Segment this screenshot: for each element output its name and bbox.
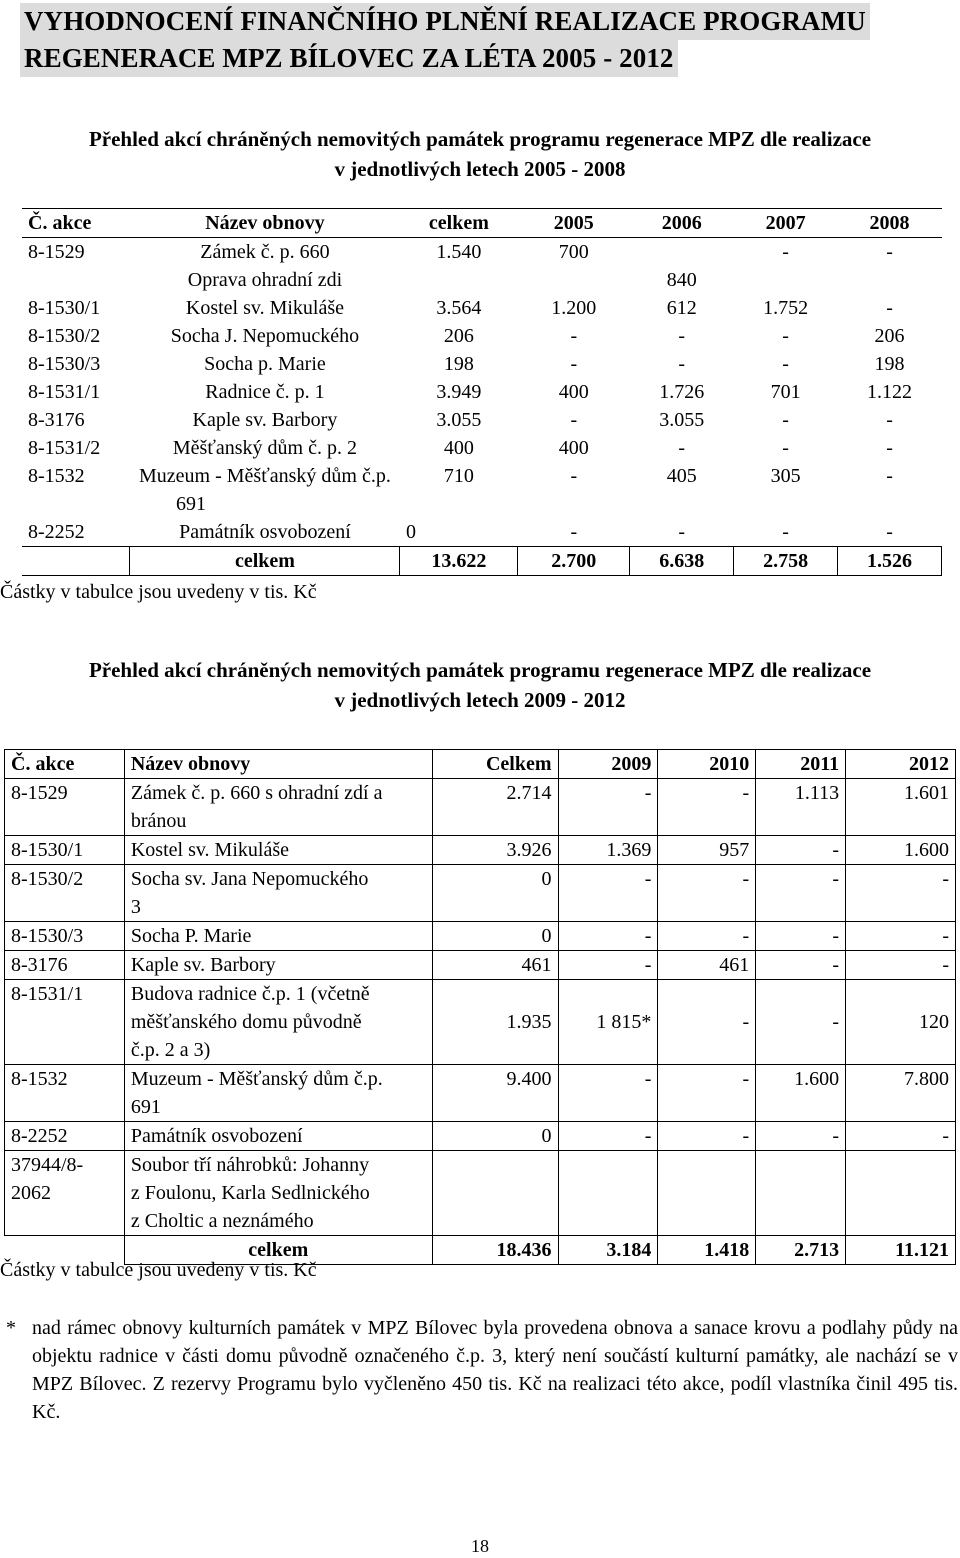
cell-id: 8-3176 [28, 409, 85, 431]
cell-total: 206 [443, 325, 474, 347]
sum-2009: 3.184 [558, 1236, 658, 1265]
col-header: 2008 [838, 209, 942, 238]
cell-2012: 120 [846, 980, 956, 1065]
cell-id: 8-1529 [5, 779, 125, 836]
cell-total: 710 [443, 465, 474, 487]
table-row [5, 980, 956, 1065]
cell-id: 8-1531/1 [5, 980, 125, 1065]
document-title [20, 3, 950, 77]
cell-2008: - [886, 241, 893, 263]
cell-2009: - [558, 865, 658, 922]
cell-name-line: bránou [130, 810, 187, 832]
cell-total: 9.400 [432, 1065, 558, 1122]
cell-total: 1.540 [436, 241, 482, 263]
cell-2008: - [886, 465, 893, 487]
cell-total: 400 [443, 437, 474, 459]
cell-2009: 1.369 [558, 836, 658, 865]
cell-2007: - [782, 241, 789, 263]
cell-2005: - [570, 353, 578, 375]
table-row [22, 434, 942, 462]
cell-2011 [756, 1151, 846, 1236]
cell-2010: - [658, 865, 756, 922]
cell-name: Památník osvobození [130, 518, 400, 547]
cell-2006: - [678, 353, 686, 375]
table1-note: Částky v tabulce jsou uvedeny v tis. Kč [0, 581, 317, 603]
cell-name: Radnice č. p. 1 [205, 381, 325, 403]
cell-2012: 7.800 [846, 1065, 956, 1122]
cell-2005: - [518, 518, 630, 547]
cell-id: 8-2252 [22, 518, 130, 547]
cell-total: 198 [443, 353, 474, 375]
table-row [22, 322, 942, 350]
cell-name-line: Muzeum - Měšťanský dům č.p. [139, 465, 391, 487]
title-line-2: REGENERACE MPZ BÍLOVEC ZA LÉTA 2005 - 2012 [20, 40, 678, 77]
table-row [5, 951, 956, 980]
sum-total: 18.436 [432, 1236, 558, 1265]
cell-id: 8-1531/2 [28, 437, 101, 459]
cell-2011: 1.113 [756, 779, 846, 836]
cell-2009: - [558, 1122, 658, 1151]
cell-2005: - [570, 409, 578, 431]
cell-id-line: 2062 [11, 1182, 51, 1204]
col-header: Celkem [432, 750, 558, 779]
cell-name-line: 691 [130, 1096, 161, 1118]
footnote [6, 1314, 958, 1426]
cell-2012: - [846, 951, 956, 980]
cell-name: Kaple sv. Barbory [192, 409, 338, 431]
table-row [5, 865, 956, 922]
cell-2007: - [734, 518, 838, 547]
cell-id [22, 266, 130, 294]
cell-2011: 1.600 [756, 1065, 846, 1122]
cell-2010: 461 [658, 951, 756, 980]
cell-2006: 405 [666, 465, 697, 487]
cell-2008: - [886, 409, 893, 431]
cell-total: 3.055 [436, 409, 482, 431]
cell-2007: 305 [770, 465, 801, 487]
cell-2005: 700 [558, 241, 589, 263]
cell-2006: - [630, 518, 734, 547]
col-header: 2006 [630, 209, 734, 238]
table1-sum-row [22, 547, 942, 576]
cell-2006: - [678, 437, 686, 459]
cell-total: 1.935 [432, 980, 558, 1065]
cell-2008: - [838, 518, 942, 547]
cell-total: 2.714 [432, 779, 558, 836]
cell-id: 8-1531/1 [28, 381, 101, 403]
title-line-1: VYHODNOCENÍ FINANČNÍHO PLNĚNÍ REALIZACE PROGRAMU [20, 3, 870, 40]
table-row [5, 779, 956, 836]
cell-name-line: Zámek č. p. 660 s ohradní zdí a [130, 782, 383, 804]
col-header: 2012 [846, 750, 956, 779]
cell-name: Kaple sv. Barbory [124, 951, 432, 980]
cell-name-line: z Foulonu, Karla Sedlnického [130, 1182, 370, 1204]
cell-2012: - [846, 1122, 956, 1151]
page-number: 18 [471, 1536, 489, 1556]
table-row [22, 518, 942, 547]
cell-name-line: Muzeum - Měšťanský dům č.p. [130, 1068, 383, 1090]
section2-heading-line1: Přehled akcí chráněných nemovitých památek programu regenerace MPZ dle realizace [88, 658, 872, 682]
cell-2005: 1.200 [551, 297, 597, 319]
section2-heading-line2: v jednotlivých letech 2009 - 2012 [334, 688, 626, 712]
footnote-text: nad rámec obnovy kulturních památek v MPZ Bílovec byla provedena obnova a sanace krovu a podlahy půdy na objektu radnice v části domu původně označeného č.p. 3, který není součástí kulturní památky, ale nachází se v MPZ Bílovec. Z rezervy Programu bylo vyčleněno 450 tis. Kč na realizaci této akce, podíl vlastníka činil 495 tis. Kč. [32, 1317, 958, 1423]
cell-2008: 1.122 [867, 381, 913, 403]
cell-2005: - [570, 325, 578, 347]
cell-2007: - [782, 325, 789, 347]
cell-id [5, 1151, 125, 1236]
cell-name-line: 3 [130, 896, 141, 918]
cell-2007: 701 [770, 381, 801, 403]
cell-name: Měšťanský dům č. p. 2 [172, 437, 357, 459]
section1-heading [0, 124, 960, 184]
table-row [22, 462, 942, 518]
cell-2007: - [782, 409, 789, 431]
cell-total: 3.949 [436, 381, 482, 403]
cell-name-line: z Choltic a neznámého [130, 1210, 314, 1232]
cell-id: 8-1532 [5, 1065, 125, 1122]
table-2009-2012 [4, 749, 956, 1265]
cell-total: 0 [432, 865, 558, 922]
cell-2007 [734, 266, 838, 294]
cell-name: Zámek č. p. 660 [200, 241, 330, 263]
cell-2012: - [846, 865, 956, 922]
cell-2005: 400 [558, 381, 589, 403]
section1-heading-line1: Přehled akcí chráněných nemovitých památek programu regenerace MPZ dle realizace [88, 127, 872, 151]
cell-name: Památník osvobození [124, 1122, 432, 1151]
cell-name-line: č.p. 2 a 3) [130, 1039, 211, 1061]
cell-name [124, 779, 432, 836]
cell-id: 8-1529 [28, 241, 85, 263]
cell-2010: - [658, 980, 756, 1065]
cell-total: 0 [432, 1122, 558, 1151]
col-header: 2009 [558, 750, 658, 779]
cell-name [124, 1065, 432, 1122]
sum-2012: 11.121 [846, 1236, 956, 1265]
cell-id: 8-1532 [28, 465, 85, 487]
table-row [22, 406, 942, 434]
cell-2007: - [782, 437, 789, 459]
cell-total: 461 [432, 951, 558, 980]
cell-2009: - [558, 1065, 658, 1122]
cell-name: Socha p. Marie [204, 353, 326, 375]
cell-2009: - [558, 922, 658, 951]
section2-heading [0, 655, 960, 715]
sum-2005: 2.700 [518, 547, 630, 576]
cell-2006: 1.726 [659, 381, 705, 403]
cell-2005: 400 [558, 437, 589, 459]
cell-2012: 1.601 [846, 779, 956, 836]
cell-id: 8-2252 [5, 1122, 125, 1151]
cell-2011: - [756, 836, 846, 865]
cell-total [432, 1151, 558, 1236]
cell-name [124, 865, 432, 922]
table1-header-row [22, 209, 942, 238]
cell-2008: 198 [874, 353, 905, 375]
cell-total: 0 [400, 518, 518, 547]
cell-2008: - [886, 437, 893, 459]
col-header: Č. akce [22, 209, 130, 238]
footnote-star: * [6, 1317, 16, 1339]
cell-2010: - [658, 1122, 756, 1151]
col-header: Č. akce [5, 750, 125, 779]
table-row [22, 266, 942, 294]
sum-2011: 2.713 [756, 1236, 846, 1265]
sum-total: 13.622 [400, 547, 518, 576]
cell-name: Kostel sv. Mikuláše [185, 297, 345, 319]
cell-2009: - [558, 779, 658, 836]
cell-2009 [558, 1151, 658, 1236]
cell-id: 8-3176 [5, 951, 125, 980]
cell-2009: - [558, 951, 658, 980]
cell-2005 [518, 266, 630, 294]
cell-2009: 1 815* [558, 980, 658, 1065]
table-row [5, 1065, 956, 1122]
cell-2011: - [756, 951, 846, 980]
cell-name-line: Budova radnice č.p. 1 (včetně [130, 983, 370, 1005]
table-row [22, 238, 942, 267]
table2-header-row [5, 750, 956, 779]
cell-name: Oprava ohradní zdi [187, 269, 343, 291]
cell-name: Socha P. Marie [124, 922, 432, 951]
cell-2005: - [570, 465, 578, 487]
cell-2011: - [756, 865, 846, 922]
sum-label: celkem [124, 1236, 432, 1265]
cell-name-line: Soubor tří náhrobků: Johanny [130, 1154, 370, 1176]
cell-name [124, 1151, 432, 1236]
cell-2010: - [658, 922, 756, 951]
col-header: 2005 [518, 209, 630, 238]
table-row [5, 836, 956, 865]
table-row [5, 1151, 956, 1236]
cell-2006: - [678, 325, 686, 347]
table-row [22, 350, 942, 378]
cell-2012: 1.600 [846, 836, 956, 865]
cell-name [124, 980, 432, 1065]
cell-name-line: 691 [175, 493, 206, 515]
cell-2011: - [756, 980, 846, 1065]
cell-2007: - [782, 353, 789, 375]
sum-2006: 6.638 [630, 547, 734, 576]
sum-label: celkem [130, 547, 400, 576]
cell-2008: 206 [874, 325, 905, 347]
cell-name-line: měšťanského domu původně [130, 1011, 362, 1033]
cell-2006: 840 [666, 269, 697, 291]
cell-id: 8-1530/3 [5, 922, 125, 951]
cell-id: 8-1530/2 [5, 865, 125, 922]
sum-2007: 2.758 [734, 547, 838, 576]
cell-total [400, 266, 518, 294]
cell-2011: - [756, 1122, 846, 1151]
table-row [22, 378, 942, 406]
cell-2011: - [756, 922, 846, 951]
cell-2012 [846, 1151, 956, 1236]
col-header: Název obnovy [124, 750, 432, 779]
table2-note: Částky v tabulce jsou uvedeny v tis. Kč [0, 1259, 317, 1281]
cell-2010: - [658, 779, 756, 836]
cell-total: 0 [432, 922, 558, 951]
cell-id-line: 37944/8- [11, 1154, 84, 1176]
section1-heading-line2: v jednotlivých letech 2005 - 2008 [334, 157, 626, 181]
sum-2008: 1.526 [838, 547, 942, 576]
cell-id: 8-1530/1 [28, 297, 101, 319]
cell-2012: - [846, 922, 956, 951]
table-2005-2008 [22, 208, 942, 576]
sum-2010: 1.418 [658, 1236, 756, 1265]
cell-total: 3.564 [436, 297, 482, 319]
table-row [5, 922, 956, 951]
cell-id: 8-1530/1 [5, 836, 125, 865]
cell-2006 [630, 238, 734, 267]
col-header: Název obnovy [130, 209, 400, 238]
cell-2010: - [658, 1065, 756, 1122]
cell-2010 [658, 1151, 756, 1236]
cell-2008: - [886, 297, 893, 319]
cell-name [130, 462, 400, 518]
col-header: celkem [400, 209, 518, 238]
cell-2008 [838, 266, 942, 294]
cell-name: Socha J. Nepomuckého [170, 325, 360, 347]
cell-total: 3.926 [432, 836, 558, 865]
cell-2007: 1.752 [763, 297, 809, 319]
cell-name: Kostel sv. Mikuláše [124, 836, 432, 865]
cell-id: 8-1530/2 [28, 325, 101, 347]
table-row [5, 1122, 956, 1151]
col-header: 2010 [658, 750, 756, 779]
cell-name-line: Socha sv. Jana Nepomuckého [130, 868, 369, 890]
cell-id: 8-1530/3 [28, 353, 101, 375]
col-header: 2007 [734, 209, 838, 238]
col-header: 2011 [756, 750, 846, 779]
cell-2006: 612 [666, 297, 697, 319]
cell-2006: 3.055 [659, 409, 705, 431]
table-row [22, 294, 942, 322]
cell-2010: 957 [658, 836, 756, 865]
